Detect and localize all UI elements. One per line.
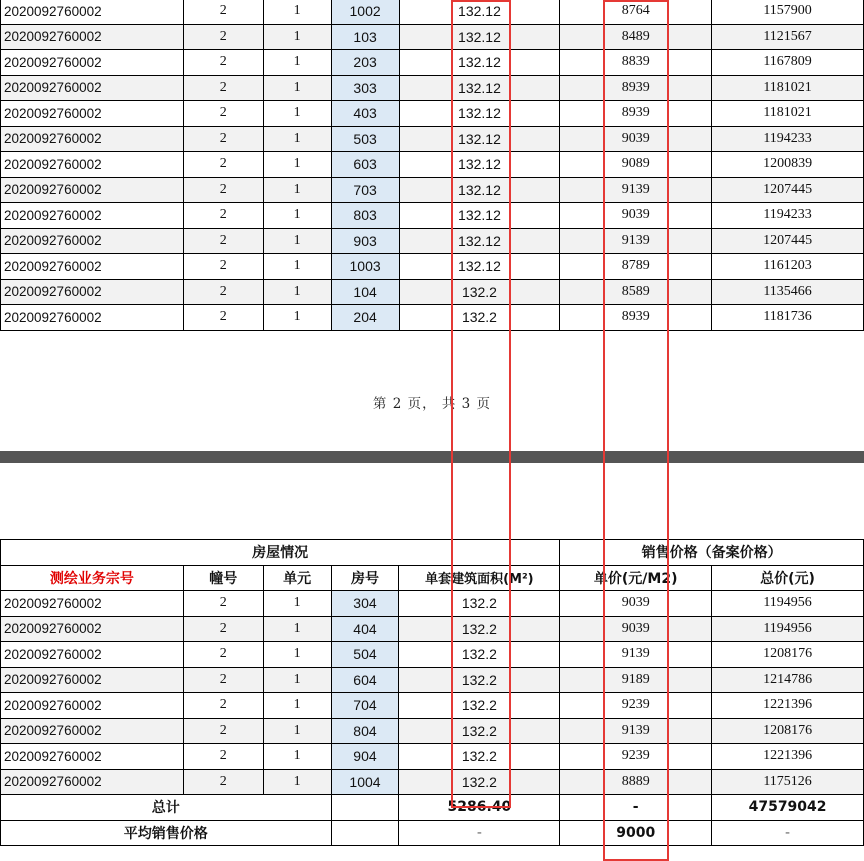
area-cell: 132.12 — [399, 0, 560, 24]
area-cell: 132.12 — [399, 203, 560, 229]
total-unit-price: - — [560, 795, 712, 821]
area-cell: 132.2 — [399, 279, 560, 305]
col-room-header: 房号 — [331, 565, 399, 591]
survey-id-cell: 2020092760002 — [1, 667, 184, 693]
room-cell: 703 — [331, 177, 399, 203]
room-cell: 704 — [331, 693, 399, 719]
unit-cell: 1 — [263, 126, 331, 152]
total-price-cell: 1208176 — [712, 718, 864, 744]
total-price-cell: 1175126 — [712, 769, 864, 795]
building-cell: 2 — [183, 24, 263, 50]
unit-price-cell: 9139 — [560, 642, 712, 668]
area-cell: 132.2 — [399, 693, 560, 719]
total-price-cell: 1194956 — [712, 616, 864, 642]
room-cell: 104 — [331, 279, 399, 305]
col-building-header: 幢号 — [183, 565, 263, 591]
col-area-header: 单套建筑面积(M²) — [399, 565, 560, 591]
total-price: 47579042 — [712, 795, 864, 821]
total-price-cell: 1207445 — [712, 177, 864, 203]
total-price-cell: 1194233 — [712, 203, 864, 229]
survey-id-cell: 2020092760002 — [1, 718, 184, 744]
survey-id-cell: 2020092760002 — [1, 50, 184, 76]
page2-sales-table — [0, 539, 864, 846]
unit-price-cell: 9039 — [560, 591, 712, 617]
unit-cell: 1 — [263, 718, 331, 744]
area-cell: 132.12 — [399, 254, 560, 280]
room-cell: 1002 — [331, 0, 399, 24]
survey-id-cell: 2020092760002 — [1, 744, 184, 770]
building-cell: 2 — [183, 642, 263, 668]
table-row — [1, 203, 864, 229]
total-room-cell — [331, 795, 399, 821]
room-cell: 403 — [331, 101, 399, 127]
group-housing-header: 房屋情况 — [1, 540, 560, 566]
survey-id-cell: 2020092760002 — [1, 0, 184, 24]
building-cell: 2 — [183, 744, 263, 770]
unit-price-cell: 8489 — [560, 24, 712, 50]
average-total: - — [712, 820, 864, 846]
survey-id-cell: 2020092760002 — [1, 24, 184, 50]
area-cell: 132.2 — [399, 616, 560, 642]
building-cell: 2 — [183, 718, 263, 744]
survey-id-cell: 2020092760002 — [1, 177, 184, 203]
total-price-cell: 1194956 — [712, 591, 864, 617]
unit-price-cell: 8589 — [560, 279, 712, 305]
building-cell: 2 — [183, 228, 263, 254]
total-price-cell: 1161203 — [712, 254, 864, 280]
unit-cell: 1 — [263, 228, 331, 254]
building-cell: 2 — [183, 305, 263, 331]
unit-price-cell: 9139 — [560, 228, 712, 254]
page1-table-body — [1, 0, 864, 330]
table-row — [1, 126, 864, 152]
total-price-cell: 1200839 — [712, 152, 864, 178]
unit-cell: 1 — [263, 305, 331, 331]
area-cell: 132.2 — [399, 667, 560, 693]
unit-cell: 1 — [263, 101, 331, 127]
building-cell: 2 — [183, 0, 263, 24]
area-cell: 132.12 — [399, 24, 560, 50]
unit-price-cell: 9089 — [560, 152, 712, 178]
room-cell: 304 — [331, 591, 399, 617]
table-row — [1, 152, 864, 178]
room-cell: 404 — [331, 616, 399, 642]
total-price-cell: 1221396 — [712, 744, 864, 770]
unit-cell: 1 — [263, 693, 331, 719]
survey-id-cell: 2020092760002 — [1, 254, 184, 280]
unit-price-cell: 9189 — [560, 667, 712, 693]
total-price-cell: 1167809 — [712, 50, 864, 76]
page-divider — [0, 451, 864, 463]
area-cell: 132.12 — [399, 75, 560, 101]
unit-price-cell: 9139 — [560, 718, 712, 744]
survey-id-cell: 2020092760002 — [1, 305, 184, 331]
survey-id-cell: 2020092760002 — [1, 203, 184, 229]
unit-cell: 1 — [263, 152, 331, 178]
table-row — [1, 667, 864, 693]
room-cell: 503 — [331, 126, 399, 152]
room-cell: 203 — [331, 50, 399, 76]
table-row — [1, 254, 864, 280]
unit-price-cell: 8789 — [560, 254, 712, 280]
building-cell: 2 — [183, 591, 263, 617]
building-cell: 2 — [183, 254, 263, 280]
unit-price-cell: 8839 — [560, 50, 712, 76]
unit-cell: 1 — [263, 75, 331, 101]
area-cell: 132.2 — [399, 642, 560, 668]
room-cell: 103 — [331, 24, 399, 50]
survey-id-cell: 2020092760002 — [1, 101, 184, 127]
page1-sales-table — [0, 0, 864, 331]
room-cell: 803 — [331, 203, 399, 229]
survey-id-cell: 2020092760002 — [1, 693, 184, 719]
unit-cell: 1 — [263, 642, 331, 668]
building-cell: 2 — [183, 101, 263, 127]
area-cell: 132.12 — [399, 152, 560, 178]
room-cell: 303 — [331, 75, 399, 101]
room-cell: 504 — [331, 642, 399, 668]
table-row — [1, 305, 864, 331]
unit-cell: 1 — [263, 177, 331, 203]
total-area: 5286.40 — [399, 795, 560, 821]
group-price-header: 销售价格（备案价格） — [560, 540, 864, 566]
total-price-cell: 1207445 — [712, 228, 864, 254]
table-row — [1, 769, 864, 795]
average-area: - — [399, 820, 560, 846]
building-cell: 2 — [183, 152, 263, 178]
survey-id-cell: 2020092760002 — [1, 642, 184, 668]
table-row — [1, 616, 864, 642]
unit-price-cell: 8939 — [560, 101, 712, 127]
total-price-cell: 1121567 — [712, 24, 864, 50]
unit-price-cell: 9139 — [560, 177, 712, 203]
survey-id-cell: 2020092760002 — [1, 769, 184, 795]
area-cell: 132.12 — [399, 177, 560, 203]
area-cell: 132.2 — [399, 769, 560, 795]
unit-price-cell: 9039 — [560, 616, 712, 642]
room-cell: 603 — [331, 152, 399, 178]
area-cell: 132.12 — [399, 228, 560, 254]
col-unit-header: 单元 — [263, 565, 331, 591]
average-label: 平均销售价格 — [1, 820, 332, 846]
unit-cell: 1 — [263, 744, 331, 770]
building-cell: 2 — [183, 177, 263, 203]
room-cell: 604 — [331, 667, 399, 693]
unit-cell: 1 — [263, 769, 331, 795]
survey-id-cell: 2020092760002 — [1, 75, 184, 101]
total-price-cell: 1181021 — [712, 101, 864, 127]
building-cell: 2 — [183, 126, 263, 152]
unit-cell: 1 — [263, 254, 331, 280]
page2-table-body — [1, 591, 864, 795]
unit-cell: 1 — [263, 279, 331, 305]
unit-price-cell: 8939 — [560, 305, 712, 331]
room-cell: 1004 — [331, 769, 399, 795]
unit-cell: 1 — [263, 591, 331, 617]
room-cell: 904 — [331, 744, 399, 770]
col-unit-price-header: 单价(元/M2) — [560, 565, 712, 591]
unit-cell: 1 — [263, 616, 331, 642]
table-row — [1, 0, 864, 24]
col-id-header: 测绘业务宗号 — [1, 565, 184, 591]
survey-id-cell: 2020092760002 — [1, 279, 184, 305]
building-cell: 2 — [183, 279, 263, 305]
room-cell: 804 — [331, 718, 399, 744]
table-row — [1, 279, 864, 305]
header-column-row — [1, 565, 864, 591]
average-row — [1, 820, 864, 846]
average-room-cell — [331, 820, 399, 846]
area-cell: 132.2 — [399, 718, 560, 744]
table-row — [1, 75, 864, 101]
unit-price-cell: 9239 — [560, 744, 712, 770]
total-price-cell: 1208176 — [712, 642, 864, 668]
table-row — [1, 24, 864, 50]
unit-cell: 1 — [263, 667, 331, 693]
room-cell: 1003 — [331, 254, 399, 280]
table-row — [1, 591, 864, 617]
table-row — [1, 177, 864, 203]
room-cell: 903 — [331, 228, 399, 254]
total-price-cell: 1181736 — [712, 305, 864, 331]
area-cell: 132.12 — [399, 50, 560, 76]
table-row — [1, 101, 864, 127]
building-cell: 2 — [183, 50, 263, 76]
unit-cell: 1 — [263, 203, 331, 229]
total-price-cell: 1214786 — [712, 667, 864, 693]
table-row — [1, 50, 864, 76]
unit-price-cell: 9239 — [560, 693, 712, 719]
total-price-cell: 1221396 — [712, 693, 864, 719]
building-cell: 2 — [183, 616, 263, 642]
table-row — [1, 693, 864, 719]
building-cell: 2 — [183, 75, 263, 101]
unit-cell: 1 — [263, 50, 331, 76]
area-cell: 132.2 — [399, 305, 560, 331]
total-row — [1, 795, 864, 821]
survey-id-cell: 2020092760002 — [1, 126, 184, 152]
unit-price-cell: 9039 — [560, 203, 712, 229]
total-price-cell: 1135466 — [712, 279, 864, 305]
table-row — [1, 718, 864, 744]
total-price-cell: 1181021 — [712, 75, 864, 101]
survey-id-cell: 2020092760002 — [1, 591, 184, 617]
unit-cell: 1 — [263, 0, 331, 24]
building-cell: 2 — [183, 693, 263, 719]
building-cell: 2 — [183, 203, 263, 229]
unit-price-cell: 8764 — [560, 0, 712, 24]
area-cell: 132.12 — [399, 101, 560, 127]
col-total-header: 总价(元) — [712, 565, 864, 591]
room-cell: 204 — [331, 305, 399, 331]
area-cell: 132.2 — [399, 591, 560, 617]
unit-price-cell: 8889 — [560, 769, 712, 795]
survey-id-cell: 2020092760002 — [1, 228, 184, 254]
table-row — [1, 228, 864, 254]
total-price-cell: 1157900 — [712, 0, 864, 24]
survey-id-cell: 2020092760002 — [1, 152, 184, 178]
survey-id-cell: 2020092760002 — [1, 616, 184, 642]
header-group-row — [1, 540, 864, 566]
table-row — [1, 744, 864, 770]
total-label: 总计 — [1, 795, 332, 821]
unit-cell: 1 — [263, 24, 331, 50]
table-row — [1, 642, 864, 668]
building-cell: 2 — [183, 769, 263, 795]
building-cell: 2 — [183, 667, 263, 693]
area-cell: 132.12 — [399, 126, 560, 152]
area-cell: 132.2 — [399, 744, 560, 770]
total-price-cell: 1194233 — [712, 126, 864, 152]
unit-price-cell: 8939 — [560, 75, 712, 101]
average-unit-price: 9000 — [560, 820, 712, 846]
unit-price-cell: 9039 — [560, 126, 712, 152]
page-number-footer: 第 2 页， 共 3 页 — [372, 396, 492, 412]
